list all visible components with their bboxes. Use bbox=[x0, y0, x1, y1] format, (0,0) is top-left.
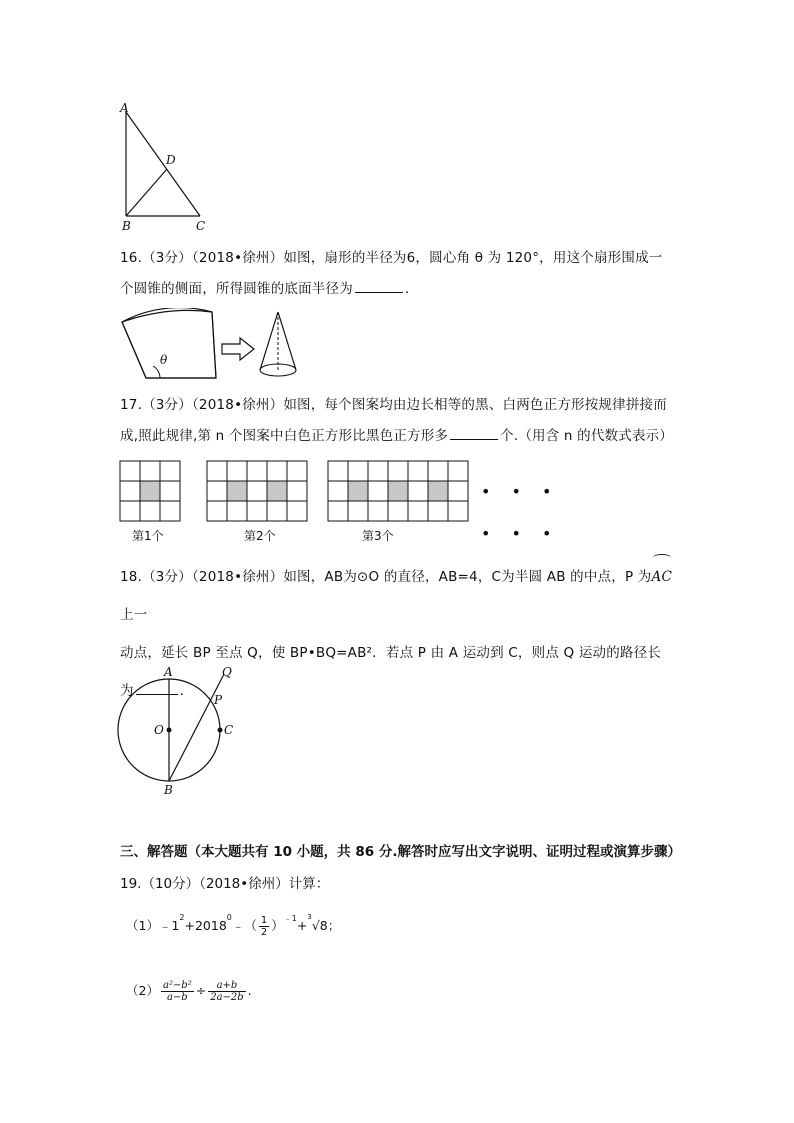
question-16 bbox=[120, 243, 680, 305]
fraction-2: $\frac{a+b}{2a-2b}$ bbox=[210, 980, 244, 1003]
label-B: B bbox=[164, 783, 173, 797]
fraction-half: $\frac{1}{2}$ bbox=[260, 915, 268, 938]
q17-line1: 17.（3分）（2018•徐州）如图，每个图案均由边长相等的黑、白两色正方形按规律拼接而 bbox=[120, 397, 667, 413]
square-patterns-figure bbox=[118, 459, 538, 523]
pattern-label-3: 第3个 bbox=[362, 529, 394, 543]
arc-ac: AC bbox=[652, 558, 672, 596]
label-O: O bbox=[154, 723, 164, 737]
question-19-title: 19.（10分）（2018•徐州）计算： bbox=[120, 876, 330, 892]
q19-part2: （2） $\frac{\text{a²−b²}}{a-b}$ ÷ $\frac{a+b}{2a-2b}$ . bbox=[126, 980, 252, 1003]
section-title: 三、解答题（本大题共有 10 小题，共 86 分.解答时应写出文字说明、证明过程或演算步骤） bbox=[120, 844, 682, 860]
question-17 bbox=[120, 390, 680, 452]
fraction-1: $\frac{\text{a²−b²}}{a-b}$ bbox=[162, 980, 192, 1003]
ellipsis-dots-2: • • • bbox=[481, 524, 560, 543]
triangle-figure bbox=[112, 98, 222, 238]
pattern-label-1: 第1个 bbox=[132, 529, 164, 543]
ellipsis-dots-1: • • • bbox=[481, 482, 560, 501]
answer-blank[interactable] bbox=[355, 278, 403, 293]
pattern-label-2: 第2个 bbox=[244, 529, 276, 543]
q17-line2: 成,照此规律,第 n 个图案中白色正方形比黑色正方形多 个.（用含 n 的代数式表示） bbox=[120, 421, 680, 452]
q18-line1: 18.（3分）（2018•徐州）如图，AB为⊙O 的直径，AB=4，C为半圆 AB 的中点，P 为 AC上一 bbox=[120, 558, 680, 634]
label-A: A bbox=[120, 101, 129, 115]
q18-line2: 动点，延长 BP 至点 Q，使 BP•BQ=AB²．若点 P 由 A 运动到 C，则点 Q 运动的路径长 bbox=[120, 645, 662, 661]
sector-cone-figure bbox=[116, 308, 316, 384]
label-C: C bbox=[224, 723, 234, 737]
label-D: D bbox=[166, 153, 176, 167]
theta-label: θ bbox=[160, 353, 168, 367]
label-A: A bbox=[164, 665, 173, 679]
q19-part1: $(1)﹣1^2+2018^0﹣$（ $\frac{1}{2}$ ）$^{﹣1}$+$^3$√8； bbox=[126, 913, 341, 938]
q18-line3: 为 ． bbox=[120, 672, 680, 710]
label-Q: Q bbox=[222, 665, 232, 679]
q16-line1: 16.（3分）（2018•徐州）如图，扇形的半径为6，圆心角 θ 为 120°，用这个扇形围成一 bbox=[120, 250, 663, 266]
label-B: B bbox=[122, 219, 131, 233]
answer-blank[interactable] bbox=[450, 425, 498, 440]
circle-figure bbox=[110, 660, 250, 800]
q16-line2: 个圆锥的侧面，所得圆锥的底面半径为 ． bbox=[120, 274, 680, 305]
label-C: C bbox=[196, 219, 206, 233]
label-P: P bbox=[214, 693, 223, 707]
